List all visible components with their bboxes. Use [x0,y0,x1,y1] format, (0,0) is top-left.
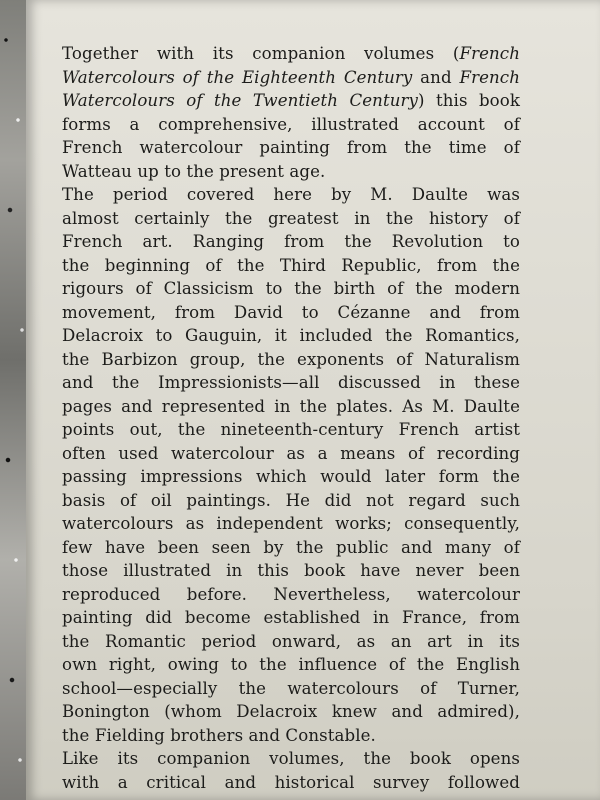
text-line [62,113,520,137]
text-segment: almost certainly the greatest in the history of [62,208,520,228]
text-line [62,324,520,348]
text-line [62,677,520,701]
text-line [62,630,520,654]
text-segment: Together with its companion volumes ( [62,44,460,63]
text-segment: pages and represented in the plates. As M. Daulte [62,396,520,416]
text-segment: ) this book [418,91,521,110]
text-line [62,395,520,419]
text-line [62,207,520,231]
text-line [62,724,520,748]
blurb-text [62,42,520,794]
text-segment: Delacroix to Gauguin, it included the Romantics, [62,326,520,345]
text-segment: points out, the nineteenth-century French artist [62,420,520,439]
text-line [62,418,520,442]
text-line [62,301,520,325]
text-line [62,771,520,795]
text-segment: and the Impressionists—all discussed in these [62,373,520,392]
italic-title-segment: French [459,67,520,87]
text-line [62,700,520,724]
text-line [62,489,520,513]
text-segment: the Romantic period onward, as an art in its [62,631,520,651]
text-segment: passing impressions which would later form the [62,467,520,486]
text-line [62,160,520,184]
text-segment: painting did become established in France, from [62,608,520,627]
text-segment: often used watercolour as a means of recording [62,443,520,463]
text-segment: The period covered here by M. Daulte was [62,185,520,204]
text-line [62,465,520,489]
text-segment: watercolours as independent works; consequently, [62,514,520,533]
text-line [62,653,520,677]
text-line [62,230,520,254]
text-segment: rigours of Classicism to the birth of the modern [62,279,520,298]
text-line [62,42,520,66]
text-line [62,348,520,372]
italic-title-segment: Watercolours of the Twentieth Century [62,91,419,110]
text-line [62,89,520,113]
text-segment: reproduced before. Nevertheless, watercolour [62,584,520,604]
text-segment: Watteau up to the present age. [62,161,326,181]
text-line [62,536,520,560]
text-line [62,183,520,207]
text-segment: Like its companion volumes, the book opens [62,749,520,768]
text-segment: few have been seen by the public and many of [62,537,520,557]
text-line [62,277,520,301]
text-segment: French watercolour painting from the time of [62,138,520,157]
text-line [62,583,520,607]
text-line [62,66,520,90]
text-segment: school—especially the watercolours of Turner, [62,678,520,698]
text-segment: own right, owing to the influence of the English [62,655,520,674]
text-segment: and [412,67,460,87]
text-segment: the beginning of the Third Republic, from the [62,255,520,275]
italic-title-segment: Watercolours of the Eighteenth Century [62,67,413,87]
text-segment: those illustrated in this book have never been [62,561,520,580]
text-segment: forms a comprehensive, illustrated account of [62,114,520,134]
text-segment: the Barbizon group, the exponents of Naturalism [62,349,520,369]
text-line [62,559,520,583]
text-line [62,747,520,771]
text-line [62,254,520,278]
book-flap-page [26,0,600,800]
text-segment: movement, from David to Cézanne and from [62,302,520,322]
text-segment: French art. Ranging from the Revolution to [62,232,520,251]
text-segment: basis of oil paintings. He did not regard such [62,490,520,510]
text-line [62,512,520,536]
text-line [62,442,520,466]
text-line [62,606,520,630]
text-line [62,371,520,395]
text-segment: the Fielding brothers and Constable. [62,725,376,745]
text-segment: Bonington (whom Delacroix knew and admired), [62,702,520,721]
text-segment: with a critical and historical survey followed [62,772,520,792]
italic-title-segment: French [459,44,520,63]
text-line [62,136,520,160]
